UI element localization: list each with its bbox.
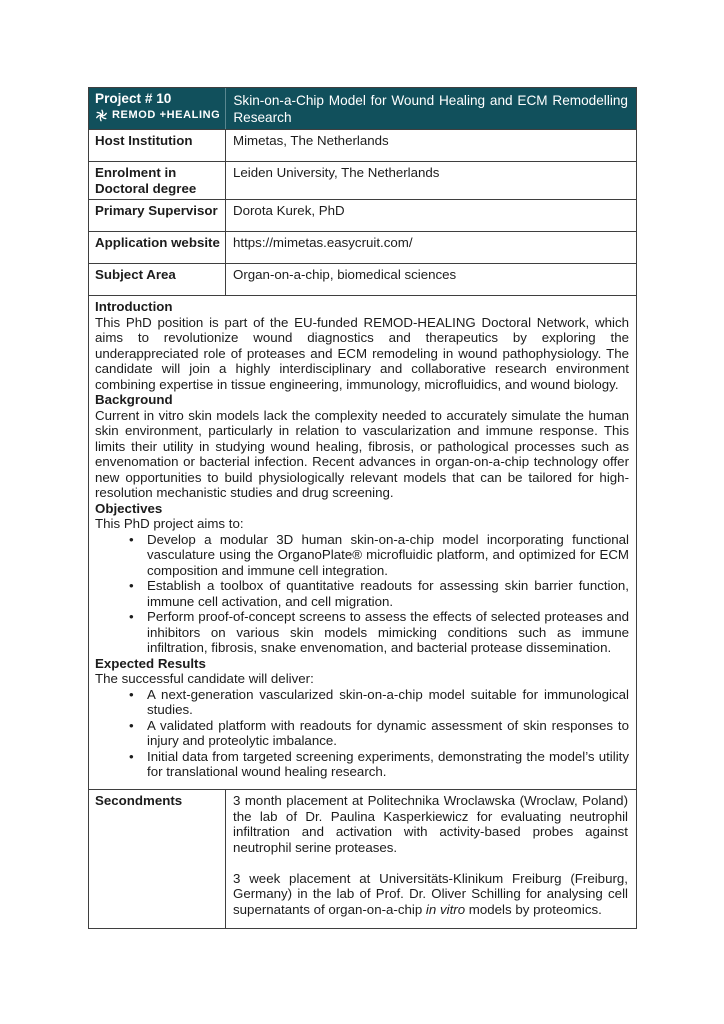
expected-results-intro: The successful candidate will deliver: — [95, 671, 314, 686]
secondments-cell — [226, 790, 636, 928]
list-item: • A next-generation vascularized skin-on-a-chip model suitable for immunological studies. — [95, 687, 629, 718]
host-institution-value: Mimetas, The Netherlands — [233, 133, 389, 148]
list-item: • A validated platform with readouts for dynamic assessment of skin responses to injury and proteolytic imbalance. — [95, 718, 629, 749]
bullet-icon — [129, 749, 147, 780]
project-description-table — [88, 87, 637, 929]
bullet-icon — [129, 532, 147, 579]
table-row-enrolment — [89, 162, 636, 200]
list-item: • Perform proof-of-concept screens to assess the effects of selected proteases and inhibitors on various skin models mimicking conditions such as immune infiltration, fibrosis, snake envenomation, and bacterial protease dissemination. — [95, 609, 629, 656]
secondment-paragraph-1: 3 month placement at Politechnika Wroclawska (Wroclaw, Poland) the lab of Dr. Paulina Kasperkiewicz for evaluating neutrophil infiltration and activation with activity-based probes against neutrophil serine proteases. — [233, 793, 628, 855]
introduction-heading: Introduction — [95, 299, 173, 314]
table-row-subject-area — [89, 264, 636, 296]
logo-wordmark: REMOD +HEALING — [112, 108, 221, 121]
table-row-secondments — [89, 790, 636, 928]
bullet-icon — [129, 578, 147, 609]
table-row-host-institution — [89, 130, 636, 162]
background-paragraph: Current in vitro skin models lack the complexity needed to accurately simulate the human skin environment, particularly in relation to vascularization and immune response. This limits their utility in studying wound healing, fibrosis, or pathological processes such as envenomation or bacterial infection. Recent advances in organ-on-a-chip technology offer new opportunities to build physiologically relevant models that can be tailored for high-resolution mechanistic studies and drug screening. — [95, 407, 629, 500]
bullet-icon — [129, 609, 147, 656]
expected-results-heading: Expected Results — [95, 655, 206, 671]
row-label: Primary Supervisor — [89, 200, 226, 231]
project-header-cell — [89, 88, 226, 129]
description-cell — [89, 296, 636, 789]
in-vitro-italic: in vitro — [425, 901, 466, 917]
introduction-paragraph: This PhD position is part of the EU-funded REMOD-HEALING Doctoral Network, which aims to revolutionize wound diagnostics and therapeutics by exploring the underappreciated role of proteases and ECM remodeling in wound pathophysiology. The candidate will join a highly interdisciplinary and collaborative research environment combining expertise in tissue engineering, immunology, microfluidics, and wound biology. — [95, 314, 629, 392]
list-item: • Develop a modular 3D human skin-on-a-chip model incorporating functional vasculature using the OrganoPlate® microfluidic platform, and optimized for ECM composition and immune cell integration. — [95, 532, 629, 579]
list-item: • Establish a toolbox of quantitative readouts for assessing skin barrier function, immune cell activation, and cell migration. — [95, 578, 629, 609]
subject-area-value: Organ-on-a-chip, biomedical sciences — [233, 267, 457, 282]
primary-supervisor-value: Dorota Kurek, PhD — [233, 203, 345, 218]
project-number: Project # 10 — [95, 91, 172, 106]
objectives-intro: This PhD project aims to: — [95, 516, 244, 531]
bullet-icon — [129, 687, 147, 718]
bullet-icon — [129, 718, 147, 749]
pinwheel-logo-icon — [95, 109, 108, 122]
row-label: Secondments — [89, 790, 226, 928]
objectives-heading: Objectives — [95, 500, 163, 516]
expected-results-list — [95, 687, 629, 780]
remod-healing-logo — [95, 108, 220, 124]
table-row-description — [89, 296, 636, 790]
row-label: Subject Area — [89, 264, 226, 295]
project-title: Skin-on-a-Chip Model for Wound Healing and ECM Remodelling Research — [233, 93, 628, 125]
table-row-application-website — [89, 232, 636, 264]
table-row-primary-supervisor — [89, 200, 636, 232]
objectives-list — [95, 532, 629, 656]
row-label: Application website — [89, 232, 226, 263]
background-heading: Background — [95, 392, 173, 407]
secondment-paragraph-2: 3 week placement at Universitäts-Klinikum Freiburg (Freiburg, Germany) in the lab of Prof. Dr. Oliver Schilling for analysing cell supernatants of organ-on-a-chip in vitro models by proteomics. — [233, 870, 628, 917]
application-website-url: https://mimetas.easycruit.com/ — [233, 235, 413, 250]
row-label: Host Institution — [89, 130, 226, 161]
enrolment-value: Leiden University, The Netherlands — [233, 165, 440, 180]
list-item: • Initial data from targeted screening experiments, demonstrating the model’s utility for translational wound healing research. — [95, 749, 629, 780]
row-label: Enrolment in Doctoral degree — [89, 162, 226, 199]
table-header-row — [89, 88, 636, 130]
